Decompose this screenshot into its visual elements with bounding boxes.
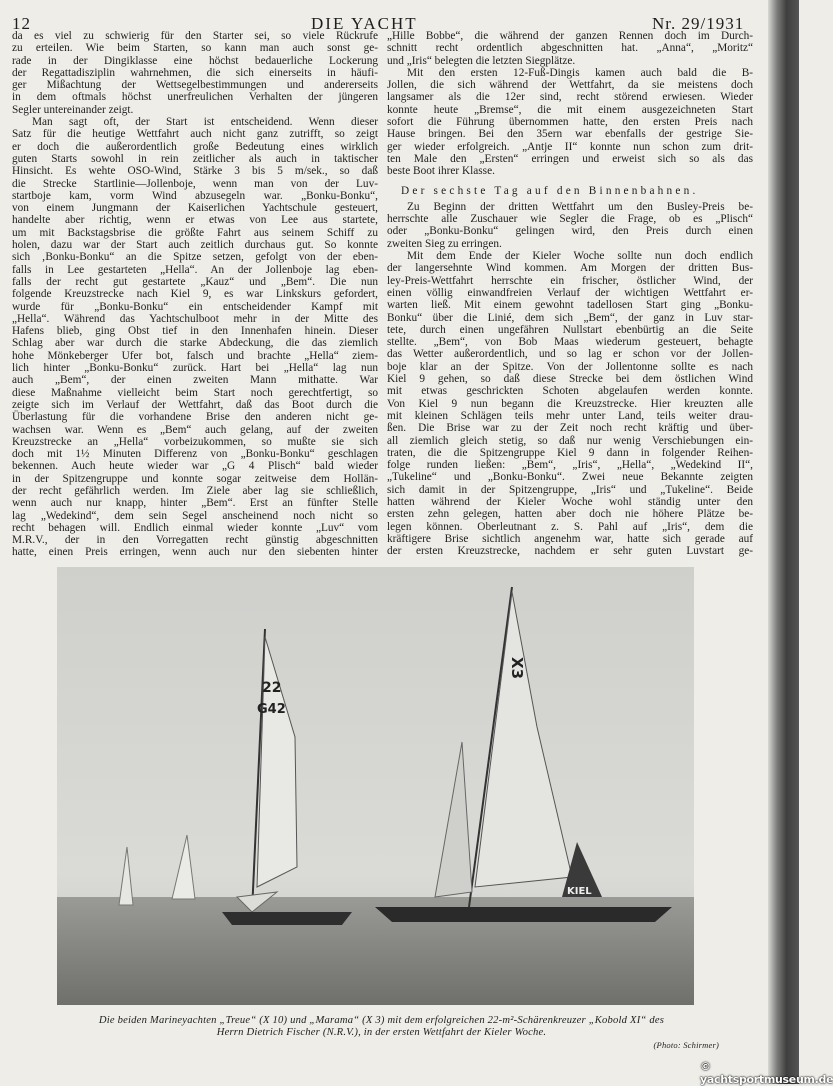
text-line: ger wieder erfolgreich. „Antje II“ konnte nun schon zum drit-: [387, 140, 753, 153]
text-line: folge runden ließen: „Bem“, „Iris“, „Hella“, „Wedekind II“,: [387, 459, 753, 472]
text-line: ley-Preis-Wettfahrt herrschte ein frischer, östlicher Wind, der: [387, 274, 753, 287]
text-line: langsamer als die 12er sind, recht störend erwiesen. Wieder: [387, 91, 753, 104]
text-line: Mit dem Ende der Kieler Woche sollte nun doch endlich: [407, 250, 753, 263]
text-line: traten, die die Spitzengruppe Kiel 9 dann in folgender Reihen-: [387, 446, 753, 459]
text-line: falls in Lee gestarteten „Hella“. An der Jollenboje lag eben-: [12, 263, 378, 276]
text-line: sich damit in der Spitzengruppe, „Iris“ und „Tukeline“. Beide: [387, 483, 753, 496]
text-line: ßen. Die Brise war zu der Zeit noch recht kräftig und über-: [387, 422, 753, 435]
text-line: Hafens blieb, ging Obst tief in den Innenhafen hinein. Dieser: [12, 325, 378, 338]
text-line: warten ließ. Mit einem gewohnt tadellosen Start ging „Bonku-: [387, 299, 753, 312]
text-line: in dem oftmals höchst unerfreulichen Verhalten der jüngeren: [12, 91, 378, 104]
left-column: [12, 30, 378, 559]
sail-code-left: G42: [257, 702, 286, 717]
text-line: wurde für „Bonku-Bonku“ ein entscheidender Kampf mit: [12, 300, 378, 313]
text-line: Zu Beginn der dritten Wettfahrt um den Busley-Preis be-: [407, 200, 753, 213]
text-line: Von Kiel 9 nun begann die Kreuzstrecke. Hier kreuzten alle: [387, 397, 753, 410]
sail-number-left: 22: [262, 680, 282, 696]
text-line: doch mit 1½ Minuten Differenz von „Bonku-Bonku“ geschlagen: [12, 448, 378, 461]
regatta-photo: [57, 567, 694, 1005]
text-line: das Wetter außerordentlich, und so lag er schon vor der Jollen-: [387, 348, 753, 361]
text-line: lag „Wedekind“, dem sein Segel anscheinend noch nicht so: [12, 509, 378, 522]
text-line: guten Starts sowohl in rein zeitlicher als auch in taktischer: [12, 152, 378, 165]
text-line: schnitt recht ordentlich abgeschnitten hat. „Anna“, „Moritz“: [387, 42, 753, 55]
text-line: Mit den ersten 12-Fuß-Dingis kamen auch bald die B-: [407, 66, 753, 79]
page-binding-shadow: [768, 0, 799, 1084]
text-line: „Tukeline“ und „Bonku-Bonku“. Zwei neue Bekannte zeigten: [387, 471, 753, 484]
text-line: handelte aber richtig, wenn er etwas von Lee aus startete,: [12, 214, 378, 227]
caption-line-2: Herrn Dietrich Fischer (N.R.V.), in der ersten Wettfahrt der Kieler Woche.: [216, 1027, 547, 1038]
text-line: auch „Bem“, der einen zweiten Mann mithatte. War: [12, 374, 378, 387]
issue-number: Nr. 29/1931: [652, 14, 745, 33]
text-line: kräftigere Brise sichtlich angenehm war, hatte sich gerade auf: [387, 532, 753, 545]
text-line: hohe Mönkeberger Ufer bot, falsch und brachte „Hella“ ziem-: [12, 349, 378, 362]
text-line: ger Mißachtung der Wettsegelbestimmungen und andererseits: [12, 79, 378, 92]
text-line: der recht gefährlich werden. Im Ziele aber lag sie schließlich,: [12, 484, 378, 497]
text-line: Satz für die heutige Wettfahrt auch nicht ganz zutrifft, so zeigt: [12, 128, 378, 141]
text-line: wachsen war. Wenn es „Bem“ auch gelang, auf der zweiten: [12, 423, 378, 436]
text-line: der Regattadisziplin wahrnehmen, die sich einerseits in häufi-: [12, 66, 378, 79]
hull-text-kiel: KIEL: [567, 886, 592, 897]
text-line: rade in der Dingiklasse eine höchst bedauerliche Lockerung: [12, 54, 378, 67]
right-column-part-2: [387, 201, 753, 558]
photo-caption: [44, 1015, 719, 1050]
text-line: mit kleinen Schlägen teils mehr unter Land, teils weiter drau-: [387, 409, 753, 422]
text-line: und „Iris“ belegten die letzten Siegplätze.: [387, 54, 576, 67]
text-line: Überlastung für die vorhandene Brise den anderen nicht ge-: [12, 411, 378, 424]
text-line: lich hinter „Bonku-Bonku“ zurück. Hart bei „Hella“ lag nun: [12, 362, 378, 375]
text-line: holen, dazu war der Start auch zeitlich durchaus gut. So konnte: [12, 239, 378, 252]
text-line: boje klar an der Spitze. Von der Jollentonne sollte es nach: [387, 360, 753, 373]
text-line: diese Maßnahme vielleicht beim Start noch gerechtfertigt, so: [12, 386, 378, 399]
magazine-title: DIE YACHT: [311, 14, 418, 33]
text-line: konnte heute „Bremse“, die mit einem ausgezeichneten Start: [387, 103, 753, 116]
text-line: Hause bringen. Bei den 35ern war ebenfalls der gestrige Sie-: [387, 128, 753, 141]
text-line: Man sagt oft, der Start ist entscheidend. Wenn dieser: [32, 116, 378, 129]
text-line: hatten während der Kieler Woche wohl ständig unter den: [387, 495, 753, 508]
text-line: da es viel zu schwierig für den Starter sei, so viele Rückrufe: [12, 30, 378, 42]
text-line: der langersehnte Wind kommen. Am Morgen der dritten Bus-: [387, 262, 753, 275]
text-line: startboje kam, vorm Wind abzusegeln war. „Bonku-Bonku“,: [12, 189, 378, 202]
text-line: Bonku“ über die Linié, dem sich „Bem“, der ganz in Luv star-: [387, 311, 753, 324]
text-line: Hinsicht. Es wehte OSO-Wind, Stärke 3 bis 5 m/sek., so daß: [12, 165, 378, 178]
text-line: Segler untereinander zeigt.: [12, 103, 134, 116]
text-line: in der Spitzengruppe und konnte sogar zeitweise dem Hollän-: [12, 472, 378, 485]
text-line: ten Male den „Ersten“ erringen und erweist sich so als das: [387, 152, 753, 165]
text-line: sich ‚Bonku-Bonku“ an die Spitze setzen, gefolgt von der eben-: [12, 251, 378, 264]
page-number: 12: [12, 14, 31, 33]
text-line: sofort die Führung übernommen hatte, den ersten Preis nach: [387, 116, 753, 129]
text-line: die Strecke Startlinie—Jollenboje, wenn man von der Luv-: [12, 177, 378, 190]
right-column-part-1: [387, 30, 753, 178]
section-heading: Der sechste Tag auf den Binnenbahnen.: [401, 184, 699, 197]
text-line: Jollen, die sich während der Wettfahrt, da sie meistens doch: [387, 79, 753, 92]
text-line: stellte. „Bem“, von Bob Maas wiederum gesteuert, behagte: [387, 336, 753, 349]
text-line: falls der recht gut gestartete „Kauz“ und „Bem“. Die nun: [12, 275, 378, 288]
text-line: einen völlig einwandfreien Verlauf der wichtigen Wettfahrt er-: [387, 286, 753, 299]
text-line: wenn auch nur knapp, hinter „Bem“. Erst an fünfter Stelle: [12, 497, 378, 510]
text-line: folgende Kreuzstrecke nach Kiel 9, es war Linkskurs gefordert,: [12, 288, 378, 301]
text-line: Kiel 9 gehen, so daß diese Strecke bei dem östlichen Wind: [387, 373, 753, 386]
text-line: M.R.V., der in den Vorregatten recht günstig abgeschnitten: [12, 534, 378, 547]
text-line: recht behagen will. Endlich einmal wieder konnte „Luv“ vom: [12, 521, 378, 534]
text-line: beste Boot ihrer Klasse.: [387, 165, 495, 178]
watermark: © yachtsportmuseum.de: [700, 1060, 833, 1086]
text-line: bekennen. Auch heute wieder war „G 4 Plisch“ bald wieder: [12, 460, 378, 473]
text-line: zweiten Sieg zu erringen.: [387, 237, 502, 250]
caption-line-1: Die beiden Marineyachten „Treue“ (X 10) und „Marama“ (X 3) mit dem erfolgreichen 22-m²-Schärenkreuzer „Kobold XI“ des: [98, 1015, 665, 1026]
text-line: all ziemlich gleich stetig, so daß nur wenig Verschiebungen ein-: [387, 434, 753, 447]
text-line: legen können. Oberleutnant z. S. Pahl auf „Iris“, dem die: [387, 520, 753, 533]
text-line: „Hille Bobbe“, die während der ganzen Rennen doch im Durch-: [387, 30, 753, 42]
text-line: oder „Bonku-Bonku“ gelingen wird, den Preis durch einen: [387, 225, 753, 238]
text-line: ersten zehn gelegen, hatten aber doch nie höhere Plätze be-: [387, 508, 753, 521]
photo-credit: (Photo: Schirmer): [653, 1040, 719, 1050]
text-line: um mit Backstagsbrise die größte Fahrt aus seinem Schiff zu: [12, 226, 378, 239]
text-line: mit etwas geschrickten Schoten abgelaufen werden konnte.: [387, 385, 753, 398]
text-line: hatte, einen Preis erringen, wenn auch nur den siebenten hinter: [12, 546, 378, 559]
text-line: der ersten Kreuzstrecke, nachdem er sehr guten Luvstart ge-: [387, 545, 753, 558]
text-line: tete, durch einen ungefähren Nullstart ebenbürtig an die Seite: [387, 323, 753, 336]
text-line: herrschte alle Zuschauer wie Segler die Frage, ob es „Plisch“: [387, 213, 753, 226]
text-line: Schlag aber war durch die starke Abdeckung, die das ziemlich: [12, 337, 378, 350]
text-line: von einem Jungmann der Kaiserlichen Yachtschule gesteuert,: [12, 202, 378, 215]
text-line: zu erteilen. Wie beim Starten, so kann man auch sonst ge-: [12, 42, 378, 55]
text-line: „Hella“. Während das Yachtschulboot mehr in der Mitte des: [12, 312, 378, 325]
sail-number-right: X3: [508, 657, 526, 680]
text-line: zeigte sich im Verlauf der Wettfahrt, daß das Boot durch die: [12, 398, 378, 411]
right-column: [387, 30, 753, 557]
text-line: Kreuzstrecke an „Hella“ vorbeizukommen, so mußte sie sich: [12, 435, 378, 448]
text-line: er doch die außerordentlich große Bedeutung eines wirklich: [12, 140, 378, 153]
